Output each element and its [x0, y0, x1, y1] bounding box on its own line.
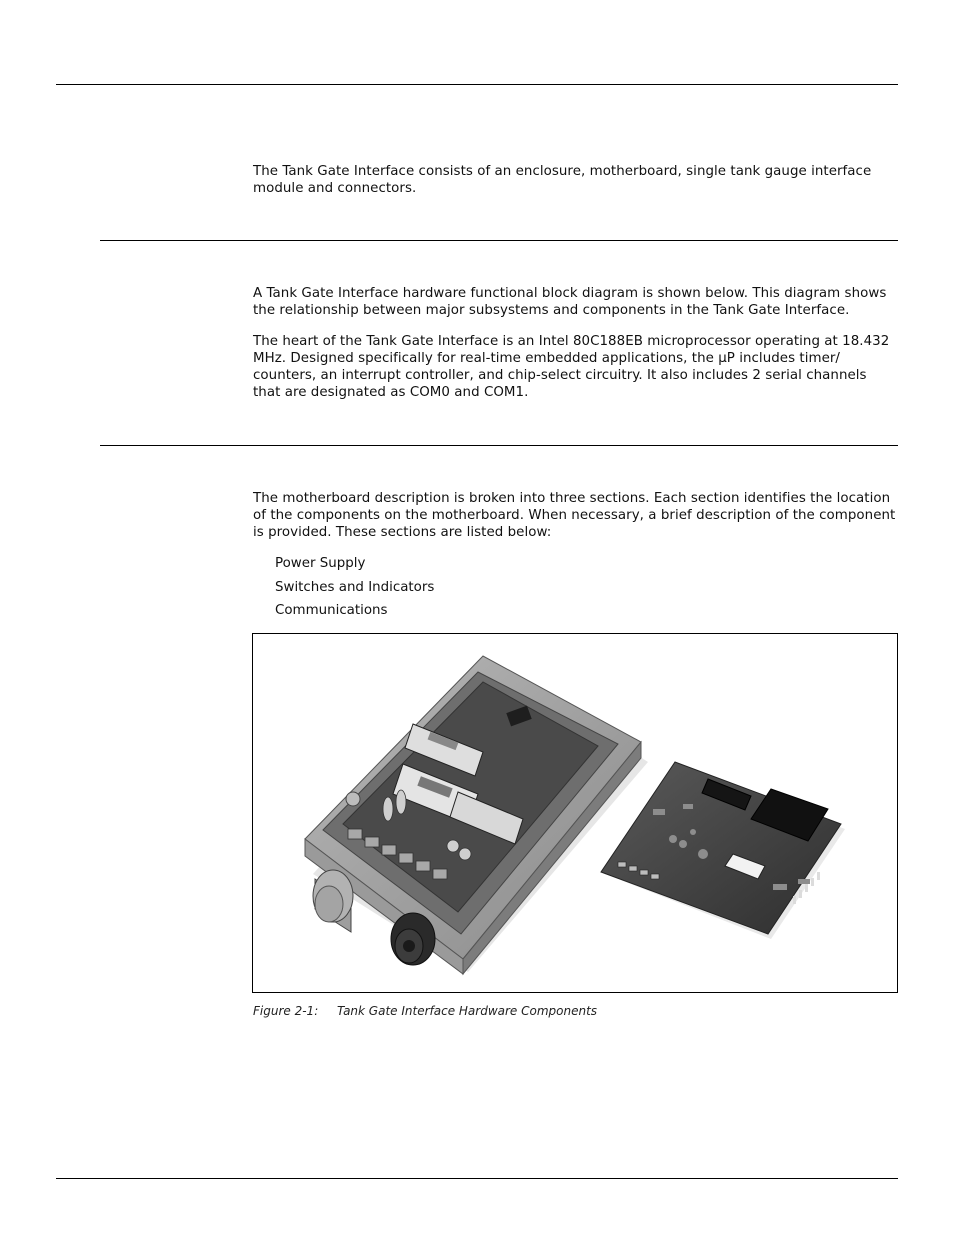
intro-paragraph: The Tank Gate Interface consists of an enclosure, motherboard, single tank gauge interface module and connectors. [253, 164, 872, 196]
hardware-components-photo [253, 634, 897, 992]
bottom-rule [56, 1178, 898, 1179]
figure-caption [253, 1003, 597, 1019]
list-item: Power Supply [275, 556, 366, 571]
figure-frame [252, 633, 898, 993]
list-item: Switches and Indicators [275, 580, 435, 595]
list-item: Communications [275, 603, 388, 618]
mounting-screw [346, 792, 360, 806]
section-divider [100, 445, 898, 446]
hardware-paragraph-1: A Tank Gate Interface hardware functional block diagram is shown below. This diagram shows the relationship between major subsystems and components in the Tank Gate Interface. [253, 286, 887, 318]
top-rule [56, 84, 898, 85]
section-divider [100, 240, 898, 241]
motherboard-paragraph: The motherboard description is broken into three sections. Each section identifies the location of the components on the motherboard. When necessary, a brief description of the component is provided. These sections are listed below: [253, 491, 896, 540]
interface-module-board [601, 762, 845, 939]
enclosure-box [305, 656, 641, 974]
cable-gland [313, 870, 353, 932]
figure-title: Tank Gate Interface Hardware Components [337, 1004, 598, 1018]
connector-plug [391, 913, 435, 965]
hardware-paragraph-2: The heart of the Tank Gate Interface is an Intel 80C188EB microprocessor operating at 18.432 MHz. Designed specifically for real-time embedded applications, the µP includes timer/ counters, an interrupt controller, and chip-select circuitry. It also includes 2 serial channels that are designated as COM0 and COM1. [253, 334, 890, 400]
figure-number: Figure 2-1: [253, 1004, 319, 1018]
